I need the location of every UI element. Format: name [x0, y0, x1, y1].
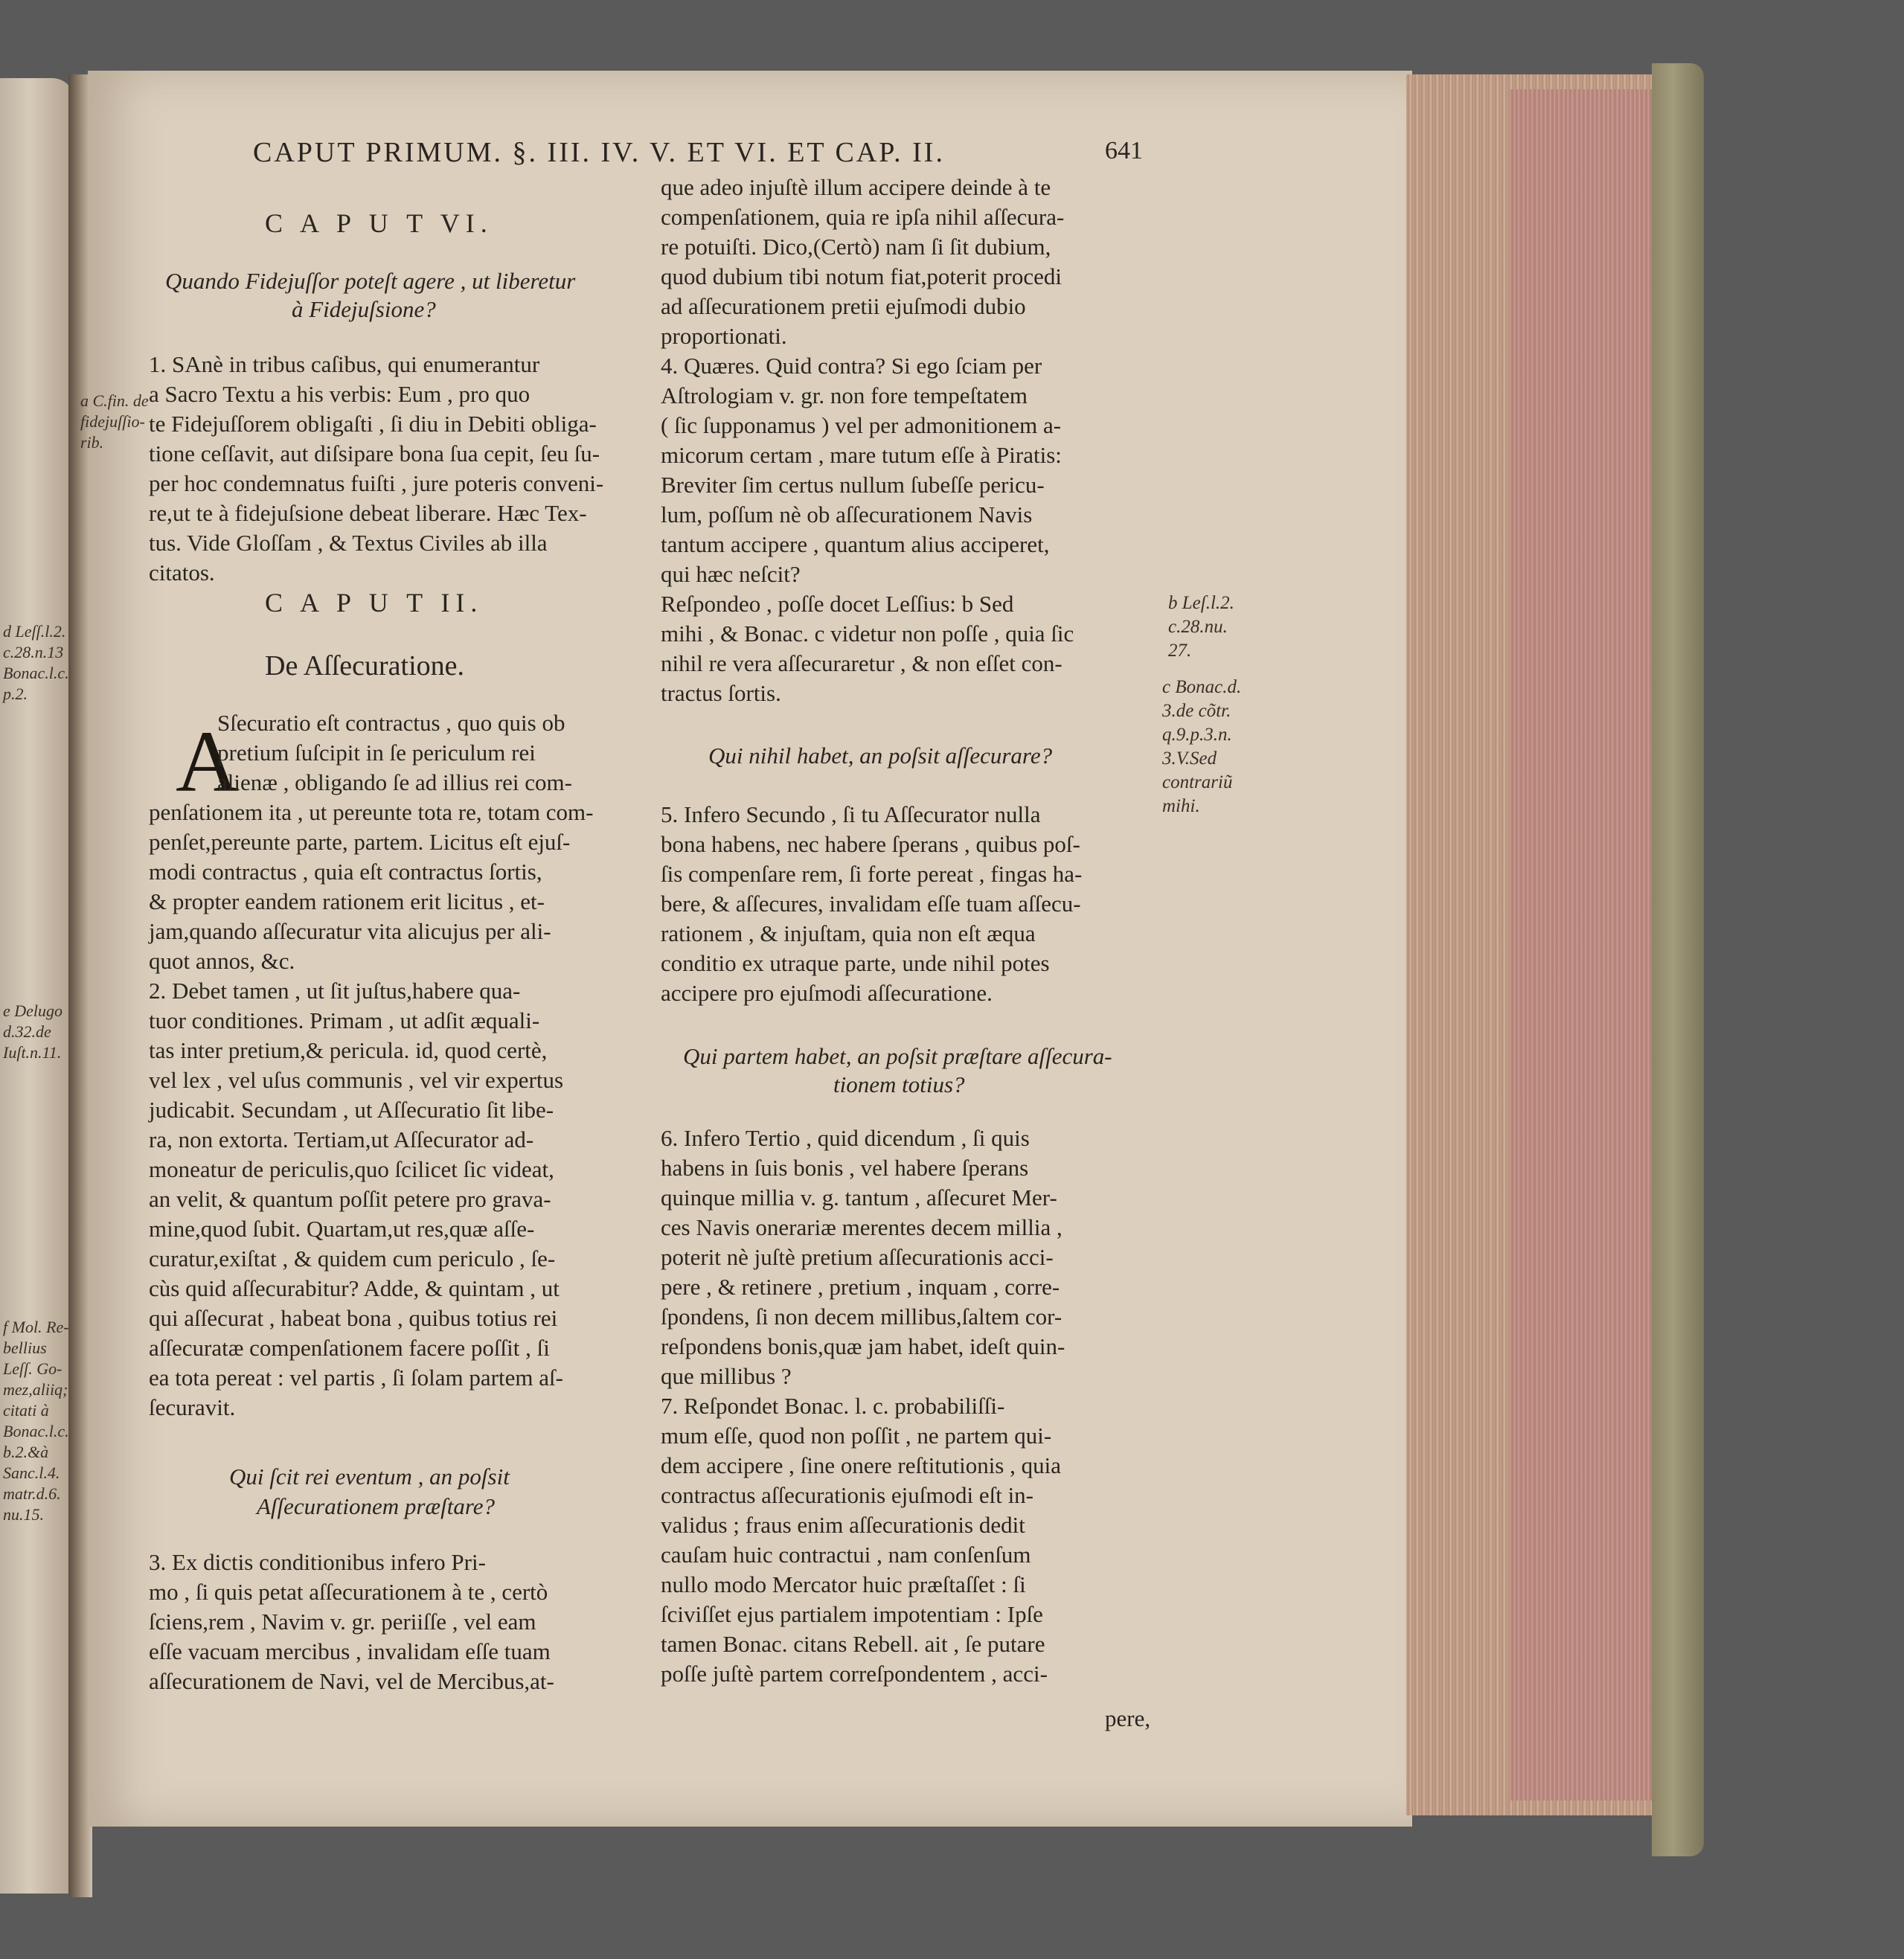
text-line: tione ceſſavit, aut diſsipare bona ſua cepit, ſeu ſu-	[149, 440, 600, 466]
text-line: mo , ſi quis petat aſſecurationem à te , certò	[149, 1579, 548, 1605]
text-line: dem accipere , ſine onere reſtitutionis , quia	[661, 1452, 1061, 1478]
question-heading: tionem totius?	[833, 1071, 965, 1097]
text-line: habens in ſuis bonis , vel habere ſperans	[661, 1155, 1029, 1181]
margin-line: mez,aliiq;	[3, 1380, 68, 1399]
text-line: compenſationem, quia re ipſa nihil aſſecura-	[661, 204, 1065, 230]
text-line: ra, non extorta. Tertiam,ut Aſſecurator ad-	[149, 1126, 534, 1152]
catchword: pere,	[1105, 1705, 1151, 1731]
text-line: per hoc condemnatus fuiſti , jure poteris conveni-	[149, 470, 604, 496]
text-line: lum, poſſum nè ob aſſecurationem Navis	[661, 501, 1033, 528]
text-line: alienæ , obligando ſe ad illius rei com-	[217, 769, 572, 795]
text-line: Reſpondeo , poſſe docet Leſſius: b Sed	[661, 591, 1014, 617]
text-line: eſſe vacuam mercibus , invalidam eſſe tuam	[149, 1638, 551, 1664]
margin-line: 27.	[1168, 641, 1192, 661]
text-line: ad aſſecurationem pretii ejuſmodi dubio	[661, 293, 1026, 319]
running-head: CAPUT PRIMUM. §. III. IV. V. ET VI. ET CAP. II.	[253, 137, 945, 168]
paragraph-3	[149, 1548, 554, 1696]
text-line: cùs quid aſſecurabitur? Adde, & quintam , ut	[149, 1275, 560, 1301]
text-line: reſpondens bonis,quæ jam habet, ideſt quin-	[661, 1333, 1065, 1359]
text-line: mihi , & Bonac. c videtur non poſſe , quia ſic	[661, 621, 1074, 647]
margin-line: Bonac.l.c.	[3, 664, 69, 682]
text-line: pretium ſuſcipit in ſe periculum rei	[217, 740, 536, 766]
paragraph-3-continued	[661, 173, 1074, 708]
text-line: moneatur de periculis,quo ſcilicet ſic videat,	[149, 1156, 554, 1182]
text-line: curatur,exiſtat , & quidem cum periculo , ſe-	[149, 1245, 556, 1272]
margin-line: d Leſſ.l.2.	[3, 622, 66, 641]
text-line: ces Navis onerariæ merentes decem millia ,	[661, 1214, 1062, 1240]
margin-line: Iuſt.n.11.	[3, 1043, 62, 1062]
margin-line: matr.d.6.	[3, 1484, 61, 1503]
margin-line: d.32.de	[3, 1022, 51, 1041]
text-line: poſſe juſtè partem correſpondentem , acci-	[661, 1661, 1048, 1687]
margin-line: citati à	[3, 1401, 49, 1420]
margin-line: c.28.n.13	[3, 643, 64, 661]
text-line: rationem , & injuſtam, quia non eſt æqua	[661, 920, 1036, 946]
text-line: validus ; fraus enim aſſecurationis dedit	[661, 1512, 1025, 1538]
text-line: re,ut te à fidejuſsione debeat liberare. Hæc Tex-	[149, 500, 587, 526]
book-cover-board	[1652, 63, 1704, 1856]
text-line: nullo modo Mercator huic præſtaſſet : ſi	[661, 1571, 1026, 1597]
text-line: quod dubium tibi notum fiat,poterit procedi	[661, 263, 1062, 289]
red-stained-edge	[1510, 89, 1674, 1801]
question-heading: Qui partem habet, an poſsit præſtare aſſecura-	[683, 1043, 1112, 1069]
margin-note-c	[1162, 676, 1241, 818]
margin-line: b.2.&à	[3, 1443, 49, 1461]
margin-line: bellius	[3, 1338, 47, 1357]
question-heading: Qui nihil habet, an poſsit aſſecurare?	[708, 743, 1053, 769]
text-line: penſet,pereunte parte, partem. Licitus eſt ejuſ-	[149, 829, 571, 855]
text-line: tractus ſortis.	[661, 680, 781, 706]
margin-line: fidejuſſio-	[80, 412, 145, 431]
margin-line: Bonac.l.c.	[3, 1422, 69, 1440]
margin-line: 3.V.Sed	[1162, 748, 1217, 769]
text-line: que millibus ?	[661, 1363, 792, 1389]
text-line: a Sacro Textu a his verbis: Eum , pro quo	[149, 381, 531, 407]
text-line: tamen Bonac. citans Rebell. ait , ſe putare	[661, 1631, 1045, 1657]
text-line: qui hæc neſcit?	[661, 561, 801, 587]
margin-note-e	[3, 1001, 62, 1063]
text-line: jam,quando aſſecuratur vita alicujus per ali-	[149, 918, 551, 944]
text-line: tantum accipere , quantum alius acciperet,	[661, 531, 1050, 557]
text-line: Breviter ſim certus nullum ſubeſſe pericu-	[661, 472, 1045, 498]
text-line: ea tota pereat : vel partis , ſi ſolam partem aſ-	[149, 1365, 563, 1391]
margin-note-a	[80, 391, 149, 453]
margin-line: nu.15.	[3, 1505, 44, 1524]
text-line: ſpondens, ſi non decem millibus,ſaltem cor-	[661, 1304, 1062, 1330]
text-line: 2. Debet tamen , ut ſit juſtus,habere qua-	[149, 978, 521, 1004]
text-line: Aſtrologiam v. gr. non fore tempeſtatem	[661, 382, 1028, 408]
text-line: 7. Reſpondet Bonac. l. c. probabiliſſi-	[661, 1393, 1005, 1419]
text-line: poterit nè juſtè pretium aſſecurationis acci-	[661, 1244, 1054, 1270]
paragraph-6-7	[661, 1123, 1065, 1689]
text-line: quinque millia v. g. tantum , aſſecuret Mer-	[661, 1184, 1057, 1211]
margin-line: Leſſ. Go-	[3, 1359, 62, 1378]
page-number: 641	[1105, 137, 1143, 164]
text-line: 5. Infero Secundo , ſi tu Aſſecurator nulla	[661, 801, 1041, 827]
margin-line: a C.fin. de	[80, 391, 149, 410]
text-line: conditio ex utraque parte, unde nihil potes	[661, 950, 1050, 976]
margin-line: c.28.nu.	[1168, 617, 1228, 637]
text-line: aſſecurationem de Navi, vel de Mercibus,at-	[149, 1668, 554, 1694]
text-line: ſciviſſet ejus partialem impotentiam : Ipſe	[661, 1601, 1043, 1627]
margin-line: 3.de cõtr.	[1162, 701, 1231, 721]
question-heading: Qui ſcit rei eventum , an poſsit	[229, 1463, 510, 1490]
drop-cap: A	[176, 713, 240, 810]
margin-line: Sanc.l.4.	[3, 1463, 60, 1482]
question-heading: Aſſecurationem præſtare?	[257, 1493, 496, 1519]
text-line: Sſecuratio eſt contractus , quo quis ob	[217, 710, 565, 736]
text-line: bona habens, nec habere ſperans , quibus poſ-	[661, 831, 1080, 857]
paragraph-1	[149, 350, 603, 588]
question-heading: Quando Fidejuſſor poteſt agere , ut liberetur	[165, 268, 576, 294]
text-line: 3. Ex dictis conditionibus infero Pri-	[149, 1549, 486, 1575]
chapter-heading-ii: C A P U T II.	[265, 588, 484, 618]
text-line: & propter eandem rationem erit licitus , et-	[149, 888, 545, 914]
paragraph-5	[661, 800, 1082, 1008]
text-line: citatos.	[149, 560, 215, 586]
text-line: micorum certam , mare tutum eſſe à Piratis:	[661, 442, 1062, 468]
text-line: ſis compenſare rem, ſi forte pereat , fingas ha-	[661, 861, 1083, 887]
paragraph-assecuratio	[149, 708, 593, 1423]
chapter-heading-vi: C A P U T VI.	[265, 208, 493, 238]
text-line: mine,quod ſubit. Quartam,ut res,quæ aſſe-	[149, 1216, 535, 1242]
previous-page-edge	[0, 78, 74, 1894]
text-line: ſciens,rem , Navim v. gr. periiſſe , vel eam	[149, 1609, 536, 1635]
margin-line: c Bonac.d.	[1162, 677, 1242, 697]
text-line: pere , & retinere , pretium , inquam , corre-	[661, 1274, 1060, 1300]
margin-line: q.9.p.3.n.	[1162, 725, 1232, 745]
text-line: te Fidejuſſorem obligaſti , ſi diu in Debiti obliga-	[149, 411, 597, 437]
margin-line: e Delugo	[3, 1001, 63, 1020]
text-line: 1. SAnè in tribus caſibus, qui enumerantur	[149, 351, 540, 377]
text-line: an velit, & quantum poſſit petere pro gravа-	[149, 1186, 551, 1212]
text-line: tas inter pretium,& pericula. id, quod certè,	[149, 1037, 548, 1063]
text-line: que adeo injuſtè illum accipere deinde à te	[661, 174, 1051, 200]
text-line: aſſecuratæ compenſationem facere poſſit , ſi	[149, 1335, 550, 1361]
text-line: nihil re vera aſſecuraretur , & non eſſet con-	[661, 650, 1062, 676]
text-line: proportionati.	[661, 323, 787, 349]
margin-line: contrariũ	[1162, 772, 1233, 792]
text-line: quot annos, &c.	[149, 948, 295, 974]
margin-note-b	[1168, 591, 1234, 663]
text-line: cauſam huic contractui , nam conſenſum	[661, 1542, 1031, 1568]
text-line: re potuiſti. Dico,(Certò) nam ſi ſit dubium,	[661, 234, 1051, 260]
text-line: qui aſſecurat , habeat bona , quibus totius rei	[149, 1305, 558, 1331]
text-line: bere, & aſſecures, invalidam eſſe tuam aſſecu-	[661, 891, 1081, 917]
text-line: modi contractus , quia eſt contractus ſortis,	[149, 859, 542, 885]
question-heading: à Fidejuſsione?	[292, 296, 436, 322]
text-line: vel lex , vel uſus communis , vel vir expertus	[149, 1067, 564, 1093]
text-line: judicabit. Secundam , ut Aſſecuratio ſit libe-	[149, 1097, 554, 1123]
section-title: De Aſſecuratione.	[265, 650, 465, 682]
margin-line: b Leſ.l.2.	[1168, 593, 1234, 613]
margin-note-d	[3, 621, 69, 705]
text-line: ſecuravit.	[149, 1394, 236, 1420]
text-line: tus. Vide Gloſſam , & Textus Civiles ab illa	[149, 530, 548, 556]
text-line: ( ſic ſupponamus ) vel per admonitionem a-	[661, 412, 1062, 438]
margin-line: mihi.	[1162, 796, 1200, 816]
margin-note-f	[3, 1317, 69, 1525]
text-line: penſationem ita , ut pereunte tota re, totam com-	[149, 799, 594, 825]
margin-line: rib.	[80, 433, 104, 452]
text-line: contractus aſſecurationis ejuſmodi eſt in-	[661, 1482, 1034, 1508]
text-line: accipere pro ejuſmodi aſſecuratione.	[661, 980, 993, 1006]
text-line: tuor conditiones. Primam , ut adſit æquali-	[149, 1007, 540, 1033]
margin-line: f Mol. Re-	[3, 1318, 69, 1336]
text-line: mum eſſe, quod non poſſit , ne partem qui-	[661, 1423, 1052, 1449]
text-line: 6. Infero Tertio , quid dicendum , ſi quis	[661, 1125, 1030, 1151]
text-line: 4. Quæres. Quid contra? Si ego ſciam per	[661, 353, 1042, 379]
margin-line: p.2.	[3, 684, 28, 703]
